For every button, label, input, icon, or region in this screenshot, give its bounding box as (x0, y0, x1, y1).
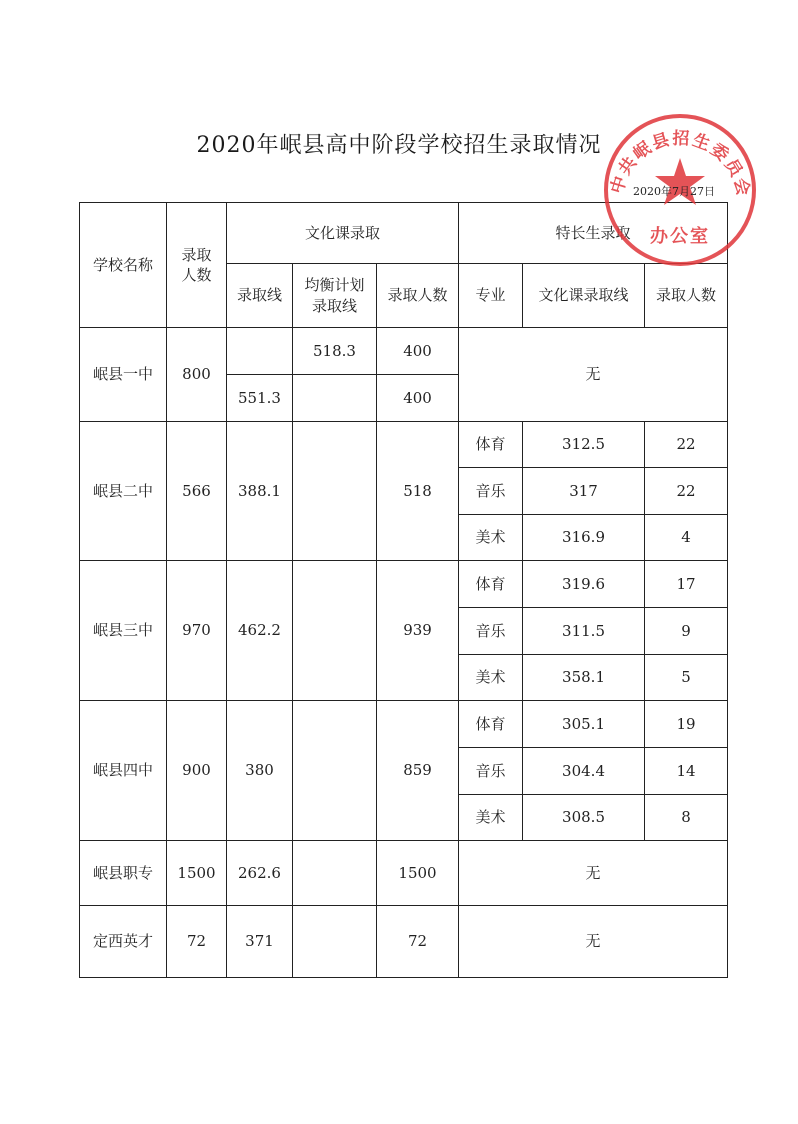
special-culture-line: 304.4 (523, 748, 645, 795)
seal-ring-text: 中共岷县招生委员会 (607, 128, 754, 200)
special-major: 体育 (459, 701, 523, 748)
culture-count: 859 (377, 701, 459, 841)
culture-count: 518 (377, 422, 459, 561)
admitted-count: 970 (167, 561, 227, 701)
header-culture-admission: 文化课录取 (227, 203, 459, 264)
school-name: 岷县二中 (80, 422, 167, 561)
special-culture-line: 317 (523, 468, 645, 515)
header-school-name: 学校名称 (80, 203, 167, 328)
header-major: 专业 (459, 264, 523, 328)
special-culture-line: 308.5 (523, 795, 645, 841)
header-balance-line: 均衡计划 录取线 (293, 264, 377, 328)
culture-line: 462.2 (227, 561, 293, 701)
special-none: 无 (459, 906, 728, 978)
special-major: 美术 (459, 655, 523, 701)
header-culture-line: 录取线 (227, 264, 293, 328)
special-major: 美术 (459, 515, 523, 561)
special-count: 8 (645, 795, 728, 841)
seal-center-text: 办公室 (650, 226, 710, 247)
special-count: 22 (645, 468, 728, 515)
table-row (80, 906, 728, 978)
culture-count: 400 (377, 328, 459, 375)
balance-line (293, 422, 377, 561)
culture-line: 388.1 (227, 422, 293, 561)
school-name: 岷县一中 (80, 328, 167, 422)
balance-line (293, 841, 377, 906)
table-row (80, 328, 728, 375)
admitted-count: 900 (167, 701, 227, 841)
special-none: 无 (459, 841, 728, 906)
culture-count: 400 (377, 375, 459, 422)
special-culture-line: 312.5 (523, 422, 645, 468)
admitted-count: 566 (167, 422, 227, 561)
balance-line (293, 561, 377, 701)
table-row (80, 561, 728, 608)
culture-line: 551.3 (227, 375, 293, 422)
special-major: 体育 (459, 422, 523, 468)
special-culture-line: 319.6 (523, 561, 645, 608)
balance-line (293, 906, 377, 978)
culture-line (227, 328, 293, 375)
table-row (80, 841, 728, 906)
special-count: 4 (645, 515, 728, 561)
header-special-count: 录取人数 (645, 264, 728, 328)
special-count: 9 (645, 608, 728, 655)
culture-line: 380 (227, 701, 293, 841)
special-culture-line: 305.1 (523, 701, 645, 748)
special-major: 美术 (459, 795, 523, 841)
special-major: 音乐 (459, 468, 523, 515)
special-none: 无 (459, 328, 728, 422)
admitted-count: 800 (167, 328, 227, 422)
culture-line: 262.6 (227, 841, 293, 906)
school-name: 定西英才 (80, 906, 167, 978)
culture-count: 939 (377, 561, 459, 701)
special-count: 17 (645, 561, 728, 608)
special-culture-line: 316.9 (523, 515, 645, 561)
page-title: 2020年岷县高中阶段学校招生录取情况 (196, 133, 602, 158)
special-count: 19 (645, 701, 728, 748)
special-count: 22 (645, 422, 728, 468)
balance-line (293, 701, 377, 841)
school-name: 岷县四中 (80, 701, 167, 841)
table-row (80, 422, 728, 468)
header-special-culture-line: 文化课录取线 (523, 264, 645, 328)
table-row (80, 701, 728, 748)
header-admitted: 录取 人数 (167, 203, 227, 328)
special-culture-line: 311.5 (523, 608, 645, 655)
special-count: 5 (645, 655, 728, 701)
culture-line: 371 (227, 906, 293, 978)
special-major: 体育 (459, 561, 523, 608)
school-name: 岷县职专 (80, 841, 167, 906)
admission-table (79, 202, 728, 978)
admitted-count: 1500 (167, 841, 227, 906)
special-culture-line: 358.1 (523, 655, 645, 701)
culture-count: 72 (377, 906, 459, 978)
special-major: 音乐 (459, 608, 523, 655)
balance-line: 518.3 (293, 328, 377, 375)
issue-date: 2020年7月27日 (633, 185, 715, 198)
admitted-count: 72 (167, 906, 227, 978)
header-culture-count: 录取人数 (377, 264, 459, 328)
culture-count: 1500 (377, 841, 459, 906)
special-major: 音乐 (459, 748, 523, 795)
header-special-admission: 特长生录取 (459, 203, 728, 264)
special-count: 14 (645, 748, 728, 795)
school-name: 岷县三中 (80, 561, 167, 701)
balance-line (293, 375, 377, 422)
